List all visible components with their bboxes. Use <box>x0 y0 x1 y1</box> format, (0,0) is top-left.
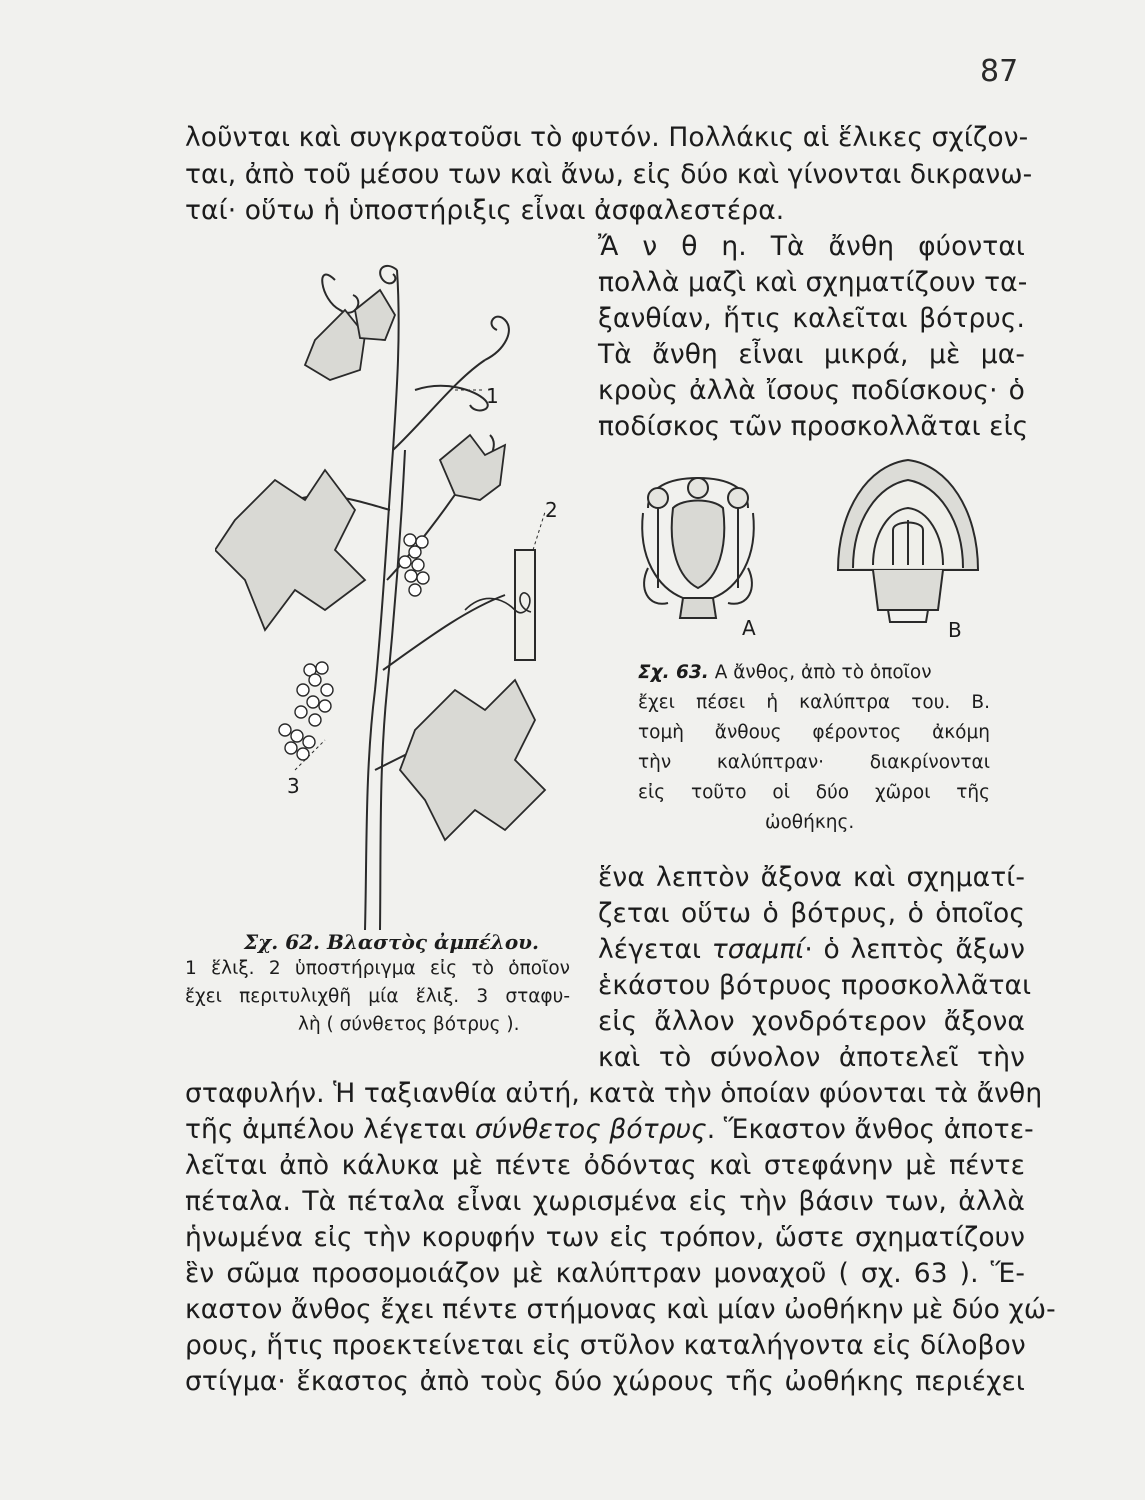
text-line: καὶ τὸ σύνολον ἀποτελεῖ τὴν <box>598 1042 1025 1073</box>
fig63-label-a: Α <box>742 616 756 640</box>
term-tsampi: τσαμπί <box>711 934 805 965</box>
fig63-label-b: Β <box>948 618 962 642</box>
text-line: στίγμα· ἕκαστος ἀπὸ τοὺς δύο χώρους τῆς ὠοθήκης περιέχει <box>185 1366 1025 1397</box>
text-line: λεῖται ἀπὸ κάλυκα μὲ πέντε ὀδόντας καὶ στεφάνην μὲ πέντε <box>185 1150 1025 1181</box>
fig62-caption-line: 1 ἕλιξ. 2 ὑποστήριγμα εἰς τὸ ὁποῖον <box>185 958 570 979</box>
text-line: ἕνα λεπτὸν ἄξονα καὶ σχηματί- <box>598 862 1025 893</box>
flower-b-illustration <box>828 450 988 625</box>
text-line: ρους, ἥτις προεκτείνεται εἰς στῦλον καταλήγοντα εἰς δίλοβον <box>185 1330 1026 1361</box>
page-number: 87 <box>980 54 1019 89</box>
fig62-caption-line: ἔχει περιτυλιχθῆ μία ἕλιξ. 3 σταφυ- <box>185 986 570 1007</box>
fig63-caption-line: ἔχει πέσει ἡ καλύπτρα του. Β. <box>638 692 990 713</box>
text-line: κροὺς ἀλλὰ ἴσους ποδίσκους· ὁ <box>598 375 1025 406</box>
fig62-caption-title: Σχ. 62. Βλαστὸς ἀμπέλου. <box>244 930 540 954</box>
fig63-caption-lead: Σχ. 63. <box>638 662 709 683</box>
fig62-label-3: 3 <box>287 774 300 798</box>
term-synthetos-botrys: σύνθετος βότρυς <box>474 1114 707 1145</box>
text-line <box>598 934 1025 965</box>
fig63-caption-text: Α ἄνθος, ἀπὸ τὸ ὁποῖον <box>714 662 932 683</box>
fig62-label-1: 1 <box>486 384 499 408</box>
text-line: σταφυλήν. Ἡ ταξιανθία αὐτή, κατὰ τὴν ὁποίαν φύονται τὰ ἄνθη <box>185 1078 1043 1109</box>
text-line: ἓν σῶμα προσομοιάζον μὲ καλύπτραν μοναχοῦ ( σχ. 63 ). Ἕ- <box>185 1258 1025 1289</box>
fig63-caption-line: τομὴ ἄνθους φέροντος ἀκόμη <box>638 722 990 743</box>
text-span: . Ἕκαστον ἄνθος ἀποτε- <box>706 1114 1034 1145</box>
text-line: ται, ἀπὸ τοῦ μέσου των καὶ ἄνω, εἰς δύο καὶ γίνονται δικρανω- <box>185 159 1033 190</box>
text-span: τῆς ἀμπέλου λέγεται <box>185 1114 475 1145</box>
text-line: εἰς ἄλλον χονδρότερον ἄξονα <box>598 1006 1025 1037</box>
text-span: · ὁ λεπτὸς ἄξων <box>804 934 1025 965</box>
text-line: ταί· οὕτω ἡ ὑποστήριξις εἶναι ἀσφαλεστέρα. <box>185 195 785 226</box>
fig62-label-2: 2 <box>545 498 558 522</box>
fig63-caption-line <box>638 662 990 683</box>
text-line: ξανθίαν, ἥτις καλεῖται βότρυς. <box>598 303 1025 334</box>
fig63-caption-line: εἰς τοῦτο οἱ δύο χῶροι τῆς <box>638 782 990 803</box>
fig62-caption-line: λὴ ( σύνθετος βότρυς ). <box>298 1014 520 1035</box>
text-line: ἡνωμένα εἰς τὴν κορυφήν των εἰς τρόπον, ὥστε σχηματίζουν <box>185 1222 1025 1253</box>
fig63-caption-line: ὠοθήκης. <box>765 812 855 833</box>
flower-a-illustration <box>628 468 768 628</box>
text-line <box>185 1114 1034 1145</box>
text-line: λοῦνται καὶ συγκρατοῦσι τὸ φυτόν. Πολλάκις αἱ ἕλικες σχίζον- <box>185 122 1029 153</box>
text-line: Ἄ ν θ η. Τὰ ἄνθη φύονται <box>598 231 1025 262</box>
text-line: ζεται οὕτω ὁ βότρυς, ὁ ὁποῖος <box>598 898 1025 929</box>
text-line: ἑκάστου βότρυος προσκολλᾶται <box>598 970 1032 1001</box>
text-line: Τὰ ἄνθη εἶναι μικρά, μὲ μα- <box>598 339 1025 370</box>
fig63-caption-line: τὴν καλύπτραν· διακρίνονται <box>638 752 990 773</box>
text-line: καστον ἄνθος ἔχει πέντε στήμονας καὶ μίαν ὠοθήκην μὲ δύο χώ- <box>185 1294 1056 1325</box>
grapevine-illustration <box>215 250 585 930</box>
text-line: ποδίσκος τῶν προσκολλᾶται εἰς <box>598 411 1029 442</box>
text-line: πολλὰ μαζὶ καὶ σχηματίζουν τα- <box>598 267 1028 298</box>
text-span: λέγεται <box>598 934 712 965</box>
text-line: πέταλα. Τὰ πέταλα εἶναι χωρισμένα εἰς τὴν βάσιν των, ἀλλὰ <box>185 1186 1025 1217</box>
